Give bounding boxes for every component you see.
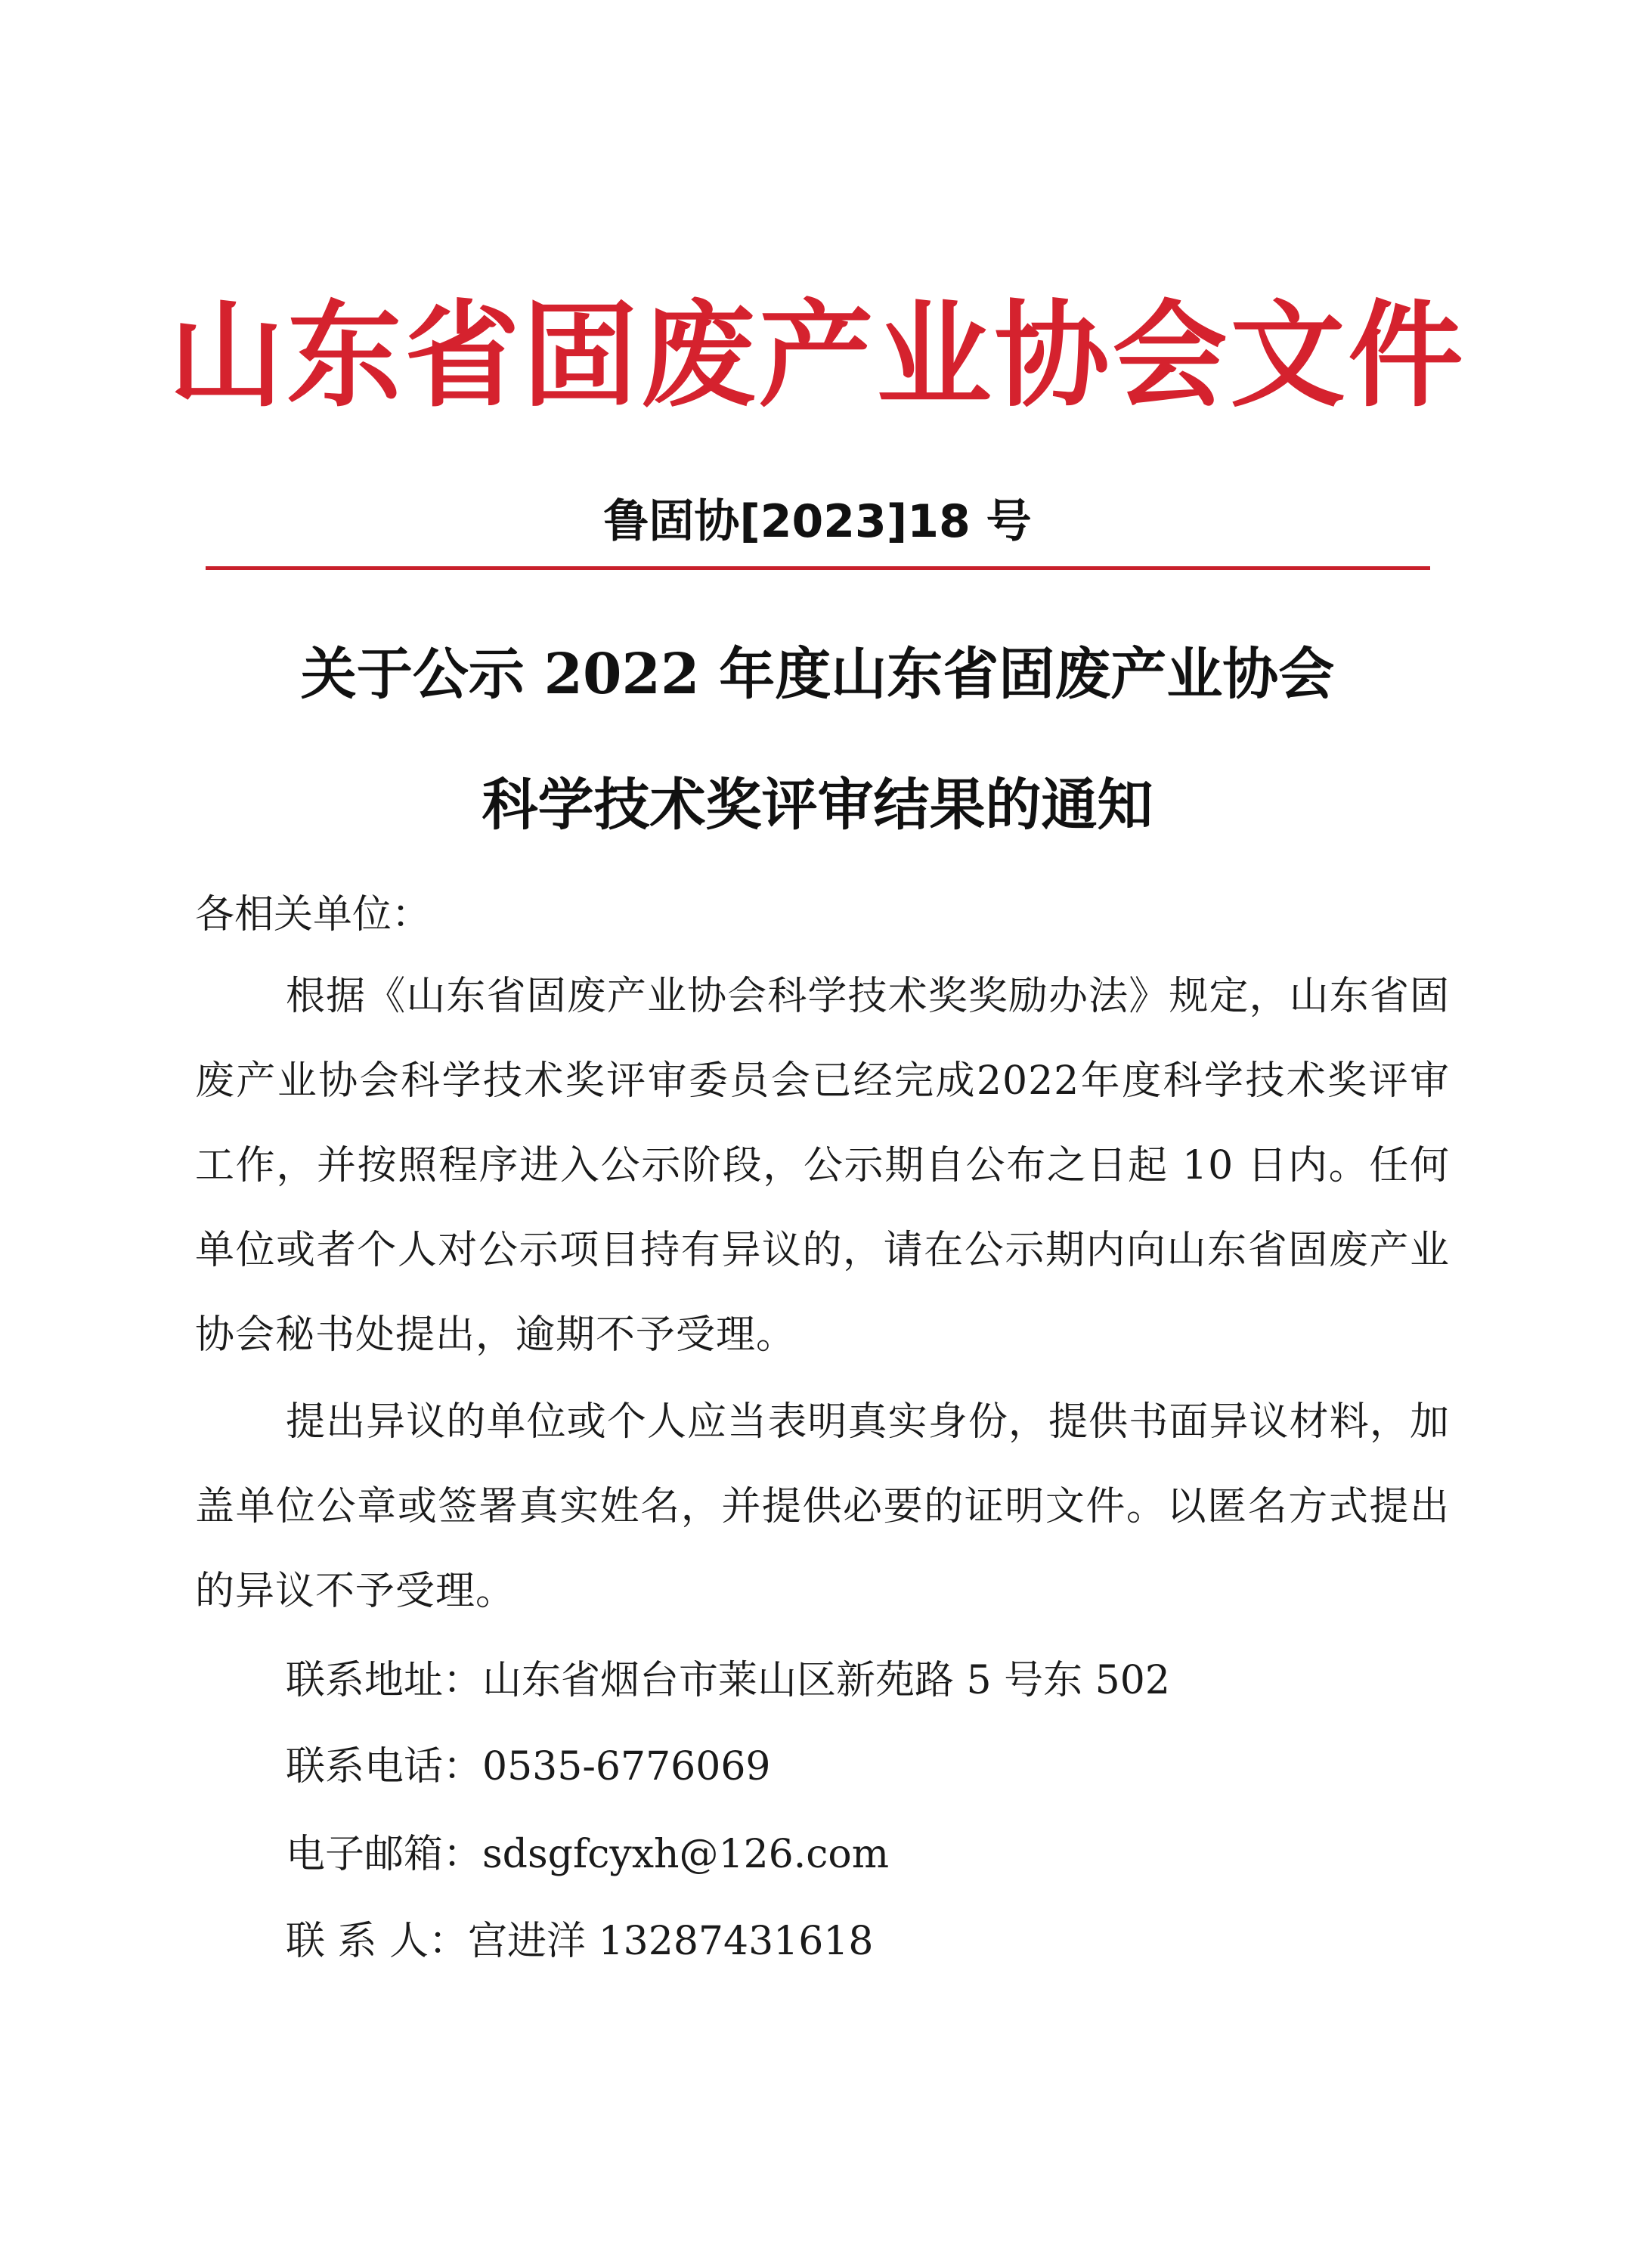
red-divider-line xyxy=(206,566,1430,570)
notice-title-line-2: 科学技术奖评审结果的通知 xyxy=(482,773,1153,838)
salutation: 各相关单位： xyxy=(195,892,432,937)
notice-title-line-1: 关于公示 2022 年度山东省固废产业协会 xyxy=(300,642,1335,707)
org-header-title: 山东省固废产业协会文件 xyxy=(169,287,1466,423)
document-number: 鲁固协[2023]18 号 xyxy=(603,495,1032,548)
contact-phone: 联系电话：0535-6776069 xyxy=(286,1744,771,1789)
body-paragraph: 提出异议的单位或个人应当表明真实身份，提供书面异议材料，加盖单位公章或签署真实姓名，并提供必要的证明文件。以匿名方式提出的异议不予受理。 xyxy=(195,1399,1450,1614)
contact-email: 电子邮箱：sdsgfcyxh@126.com xyxy=(286,1832,890,1877)
contact-person: 联 系 人：宫进洋 13287431618 xyxy=(286,1919,874,1964)
body-paragraph: 根据《山东省固废产业协会科学技术奖奖励办法》规定，山东省固废产业协会科学技术奖评审委员会已经完成2022年度科学技术奖评审工作，并按照程序进入公示阶段，公示期自公布之日起 10 日内。任何单位或者个人对公示项目持有异议的，请在公示期内向山东省固废产业协会秘书处提出，逾期不予受理。 xyxy=(195,974,1450,1358)
contact-address: 联系地址：山东省烟台市莱山区新苑路 5 号东 502 xyxy=(286,1658,1170,1703)
